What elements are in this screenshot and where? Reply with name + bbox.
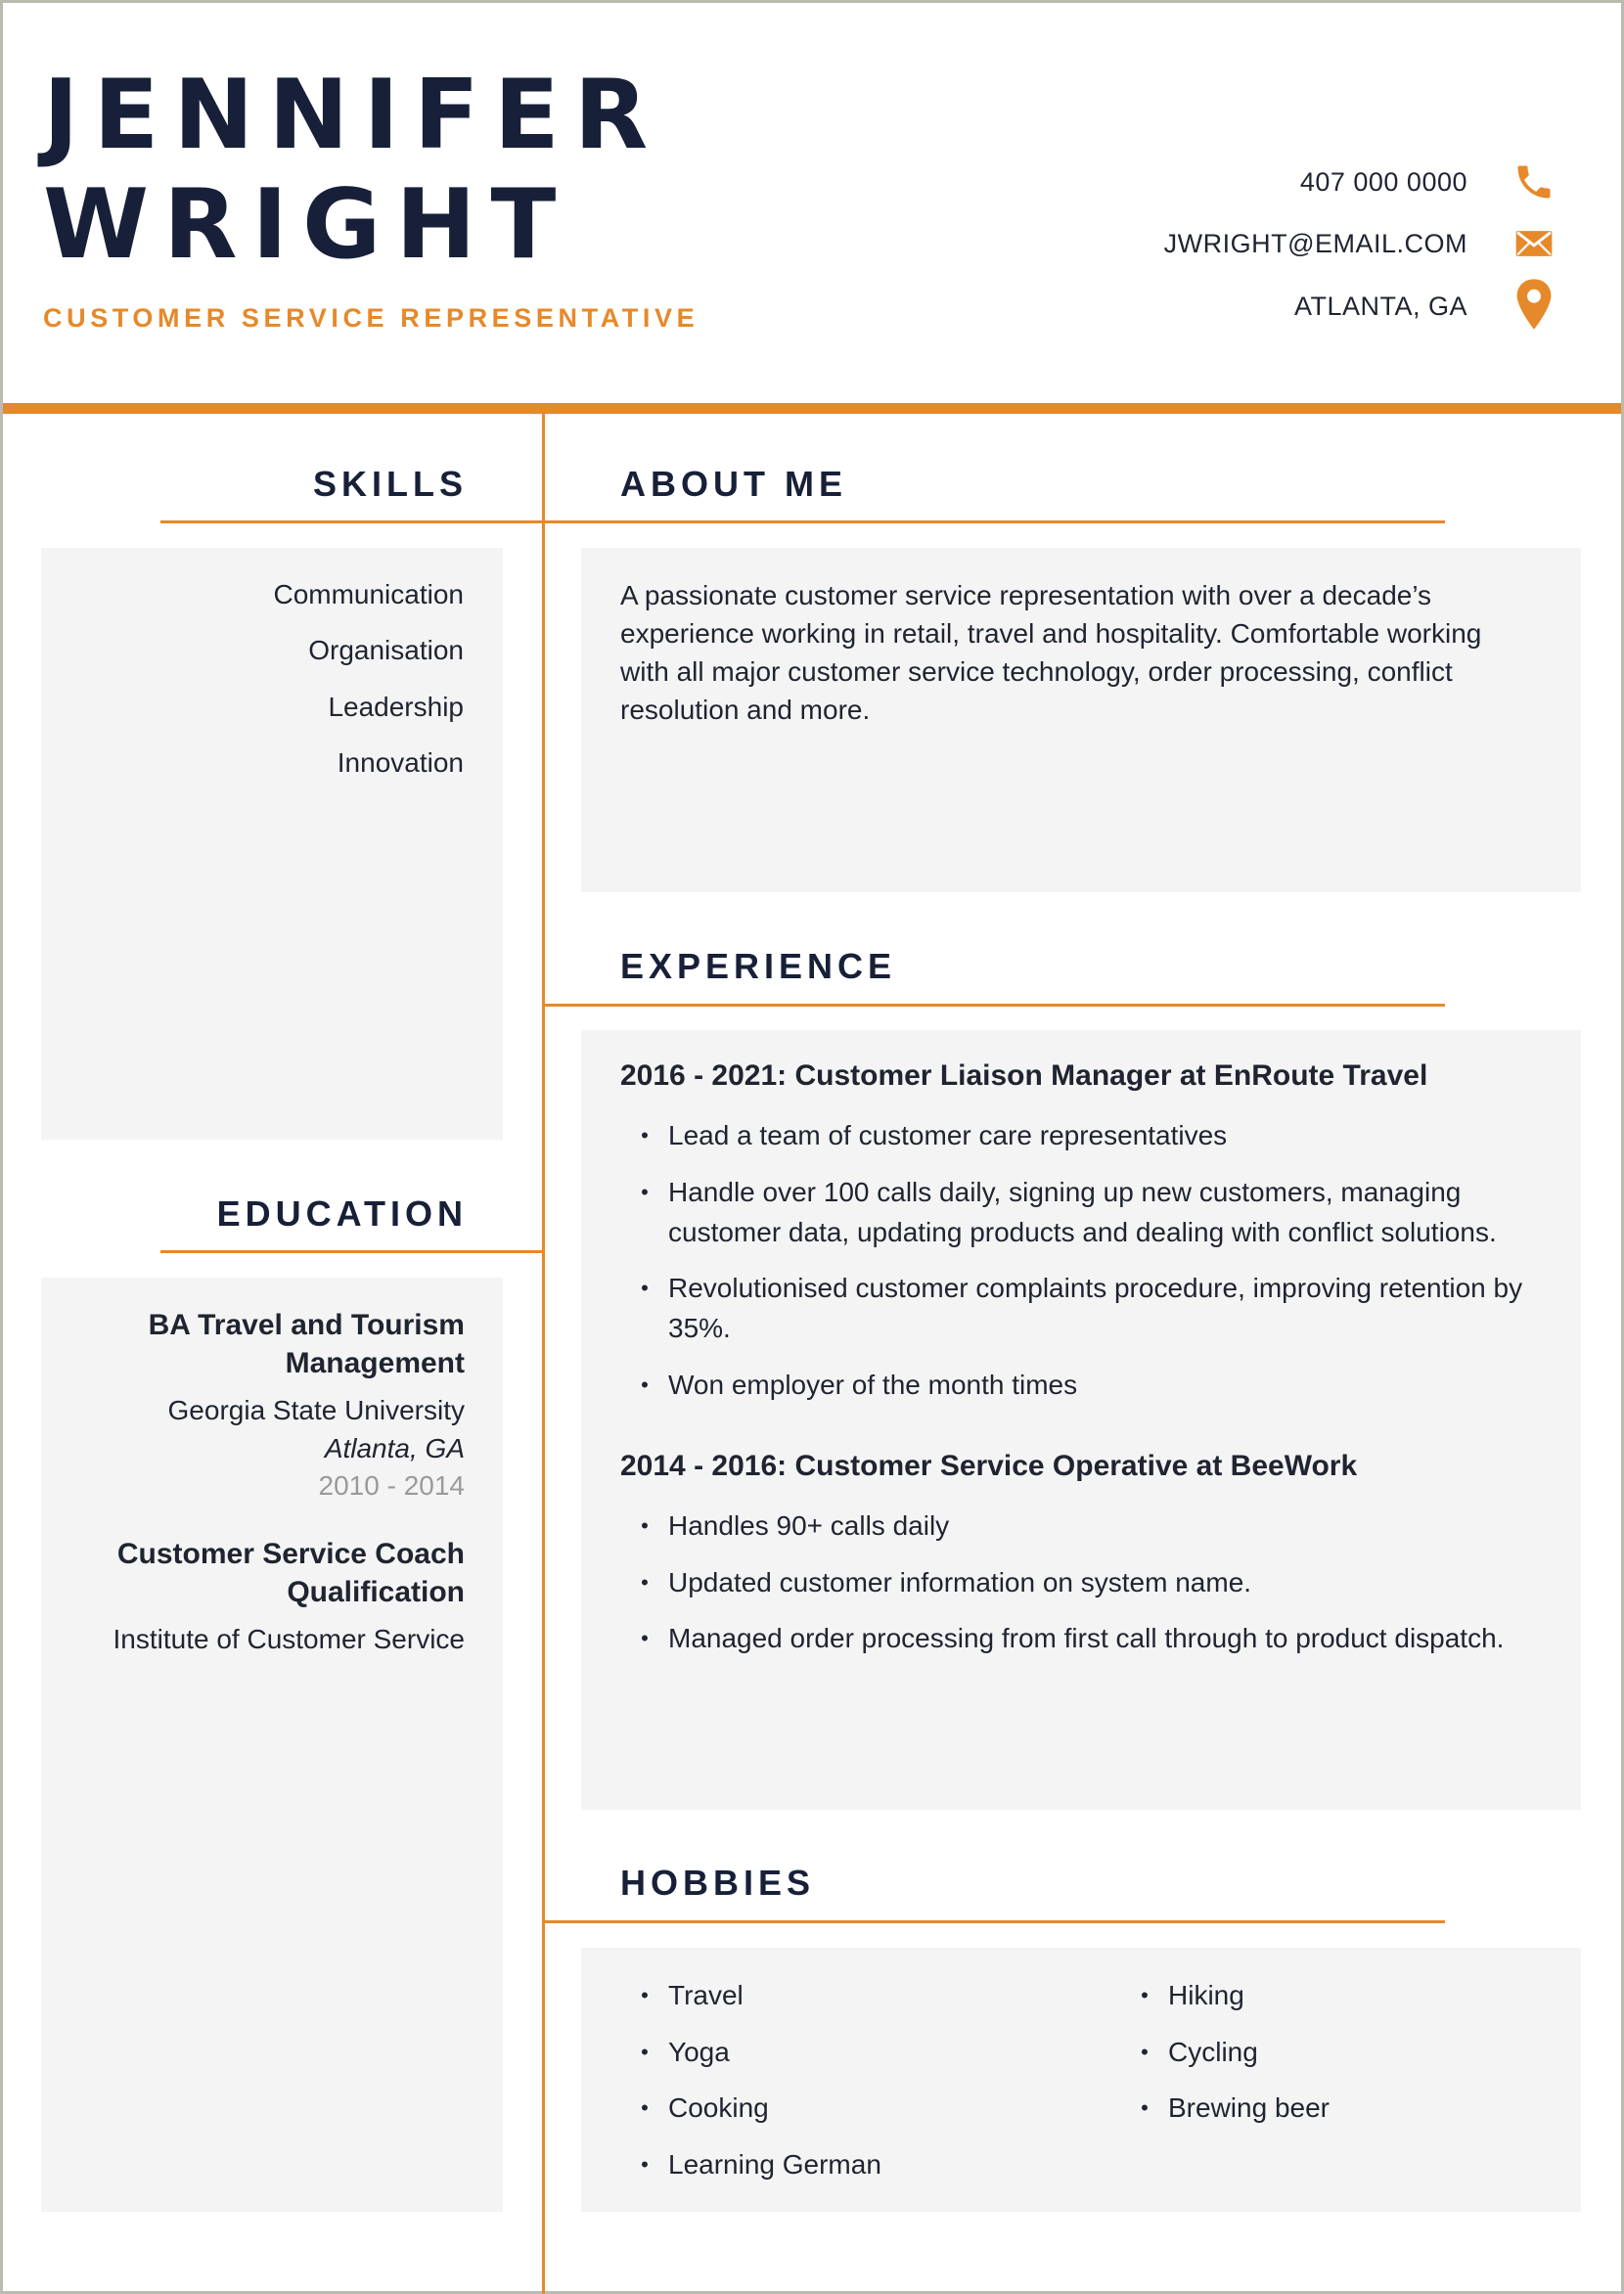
school-location: Atlanta, GA	[324, 1433, 465, 1463]
email-text: JWRIGHT@EMAIL.COM	[1163, 229, 1467, 258]
about-text	[620, 576, 1501, 729]
about-line: A passionate customer service representation with over a decade’s	[620, 580, 1432, 610]
location-text: ATLANTA, GA	[1293, 292, 1467, 321]
study-years: 2010 - 2014	[318, 1470, 465, 1501]
skills-panel	[41, 548, 503, 1140]
education-title: EDUCATION	[216, 1193, 468, 1234]
about-title: ABOUT ME	[620, 464, 847, 504]
mail-icon	[1512, 222, 1556, 265]
phone-text: 407 000 0000	[1299, 167, 1467, 197]
list-item: • Revolutionised customer complaints procedure, improving retention by 35%.	[641, 1273, 1523, 1343]
school-name: Georgia State University	[167, 1395, 465, 1425]
education-rule	[160, 1250, 542, 1253]
degree-title-line1: Customer Service Coach	[116, 1538, 465, 1570]
about-line: with all major customer service technology, order processing, conflict	[620, 656, 1453, 687]
list-item: • Handle over 100 calls daily, signing up new customers, managing customer data, updating products and dealing with conflict solutions.	[641, 1177, 1497, 1247]
hobbies-title: HOBBIES	[620, 1863, 816, 1903]
column-divider	[542, 414, 545, 2294]
experience-title: EXPERIENCE	[620, 946, 897, 986]
list-item: • Updated customer information on system name.	[641, 1567, 1252, 1597]
about-rule	[545, 520, 1445, 523]
job-heading: 2016 - 2021: Customer Liaison Manager at EnRoute Travel	[620, 1059, 1428, 1092]
skills-rule	[160, 520, 542, 523]
last-name: WRIGHT	[43, 169, 571, 281]
contact-email	[890, 219, 1575, 268]
list-item: • Cycling	[1141, 2037, 1258, 2067]
experience-rule	[545, 1004, 1445, 1007]
job-heading: 2014 - 2016: Customer Service Operative at BeeWork	[620, 1450, 1358, 1482]
list-item: • Travel	[641, 1980, 744, 2010]
school-name: Institute of Customer Service	[113, 1624, 465, 1654]
about-line: experience working in retail, travel and hospitality. Comfortable working	[620, 618, 1482, 649]
skills-title: SKILLS	[312, 464, 468, 504]
job-role: CUSTOMER SERVICE REPRESENTATIVE	[43, 303, 699, 333]
skill-item: Innovation	[337, 747, 464, 778]
contact-location	[890, 282, 1575, 331]
about-line: resolution and more.	[620, 695, 871, 725]
skill-item: Organisation	[308, 635, 464, 665]
list-item: • Handles 90+ calls daily	[641, 1510, 950, 1541]
degree-title-line1: BA Travel and Tourism	[148, 1309, 465, 1341]
first-name: JENNIFER	[43, 60, 663, 171]
phone-icon	[1512, 160, 1556, 203]
degree-title-line2: Management	[285, 1347, 465, 1379]
list-item: • Managed order processing from first call through to product dispatch.	[641, 1623, 1505, 1653]
degree-title-line2: Qualification	[287, 1576, 465, 1608]
contact-phone	[890, 157, 1575, 206]
list-item: • Won employer of the month times	[641, 1370, 1078, 1400]
skill-item: Communication	[273, 579, 464, 609]
candidate-name	[43, 61, 662, 280]
hobbies-rule	[545, 1920, 1445, 1923]
list-item: • Lead a team of customer care representatives	[641, 1120, 1228, 1150]
list-item: • Brewing beer	[1141, 2092, 1330, 2123]
list-item: • Cooking	[641, 2092, 769, 2123]
list-item: • Yoga	[641, 2037, 730, 2067]
list-item: • Learning German	[641, 2149, 881, 2180]
skill-item: Leadership	[328, 692, 464, 722]
list-item: • Hiking	[1141, 1980, 1244, 2010]
location-pin-icon	[1512, 277, 1556, 332]
header-divider	[3, 403, 1621, 414]
